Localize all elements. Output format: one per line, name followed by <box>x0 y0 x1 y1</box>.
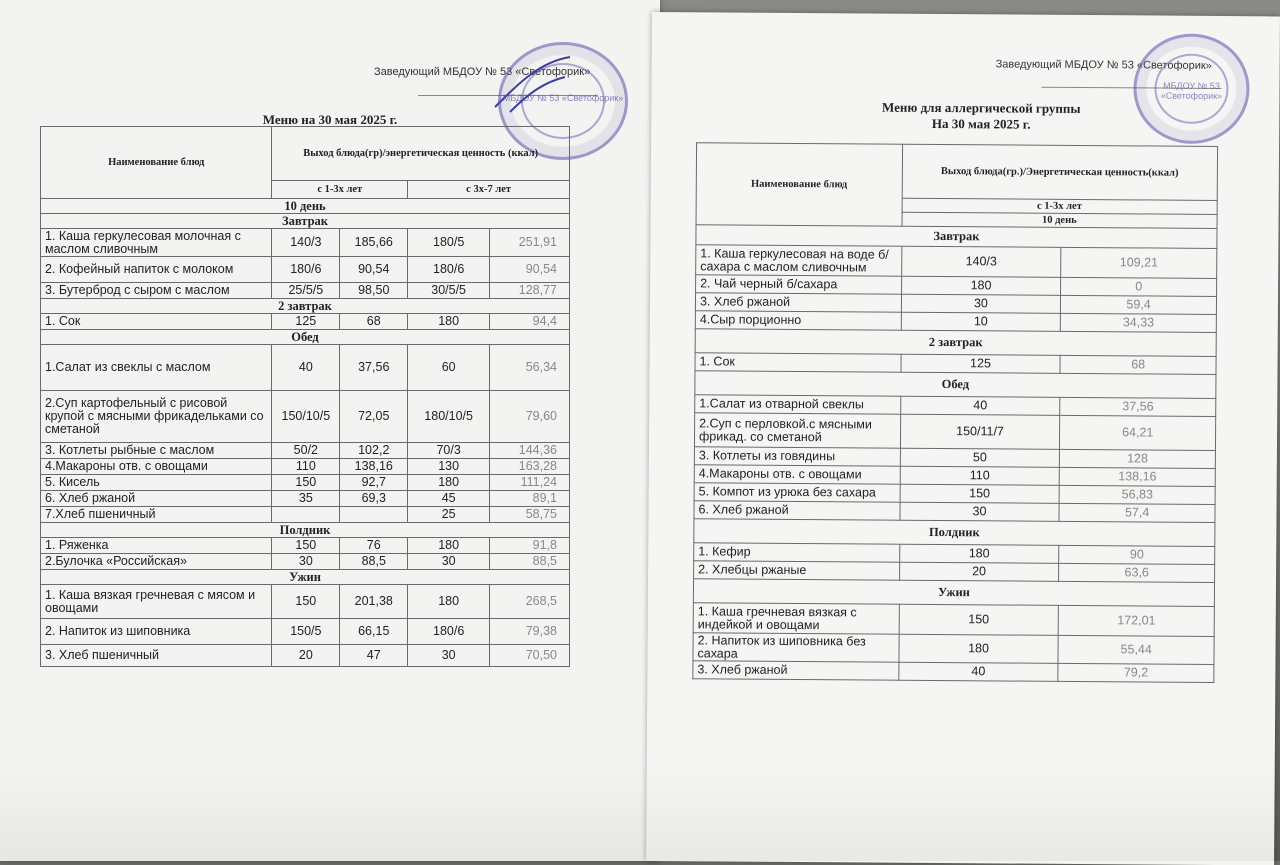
section-row <box>41 214 570 229</box>
portion-1-3: 180/6 <box>272 257 340 283</box>
section-row <box>695 371 1216 399</box>
kcal-3-7: 90,54 <box>490 257 570 283</box>
dish-name: 6. Хлеб ржаной <box>41 491 272 507</box>
kcal: 34,33 <box>1061 313 1217 332</box>
kcal-3-7: 94,4 <box>490 314 570 330</box>
dish-name: 2. Кофейный напиток с молоком <box>41 257 272 283</box>
section-title: Ужин <box>41 570 570 585</box>
dish-name: 1. Каша геркулесовая молочная с маслом сливочным <box>41 229 272 257</box>
dish-name: 1. Каша гречневая вязкая с индейкой и овощами <box>693 603 899 634</box>
dish-name: 3. Хлеб ржаной <box>695 293 901 312</box>
dish-name: 1. Каша геркулесовая на воде б/сахара с маслом сливочным <box>696 245 902 276</box>
portion: 150/11/7 <box>900 414 1060 449</box>
portion: 180 <box>899 634 1059 663</box>
table-row <box>41 443 570 459</box>
portion-1-3: 150 <box>272 538 340 554</box>
portion-1-3: 30 <box>272 554 340 570</box>
portion-3-7: 180 <box>408 585 490 619</box>
portion: 40 <box>898 662 1058 681</box>
portion-3-7: 180 <box>408 475 490 491</box>
portion: 150 <box>900 484 1060 503</box>
kcal-3-7: 111,24 <box>490 475 570 491</box>
dish-name: 4.Макароны отв. с овощами <box>41 459 272 475</box>
dish-name: 1.Салат из свеклы с маслом <box>41 345 272 391</box>
dish-name: 4.Макароны отв. с овощами <box>694 465 900 484</box>
portion-3-7: 25 <box>408 507 490 523</box>
dish-name: 5. Кисель <box>41 475 272 491</box>
section-title: 2 завтрак <box>41 299 570 314</box>
age-header-3-7: с 3х-7 лет <box>408 181 570 199</box>
page-title-line1: Меню для аллергической группы <box>882 99 1081 116</box>
portion-1-3 <box>272 507 340 523</box>
kcal-1-3: 90,54 <box>340 257 408 283</box>
kcal-3-7: 144,36 <box>490 443 570 459</box>
section-title: 2 завтрак <box>695 329 1216 357</box>
kcal: 68 <box>1060 355 1216 374</box>
day-label: 10 день <box>41 199 570 214</box>
table-row <box>41 229 570 257</box>
table-row <box>41 645 570 667</box>
section-title: Ужин <box>693 579 1214 607</box>
kcal: 63,6 <box>1059 563 1215 582</box>
portion-1-3: 40 <box>272 345 340 391</box>
section-row <box>693 579 1214 607</box>
portion: 30 <box>901 294 1061 313</box>
kcal-3-7: 268,5 <box>490 585 570 619</box>
dish-name: 1. Каша вязкая гречневая с мясом и овощами <box>41 585 272 619</box>
section-row <box>41 570 570 585</box>
portion-1-3: 150 <box>272 585 340 619</box>
kcal: 37,56 <box>1060 397 1216 416</box>
column-header-name: Наименование блюд <box>696 143 902 226</box>
dish-name: 1. Ряженка <box>41 538 272 554</box>
menu-table <box>40 126 570 667</box>
portion: 50 <box>900 448 1060 467</box>
kcal-3-7: 89,1 <box>490 491 570 507</box>
dish-name: 2.Суп с перловкой.с мясными фрикад. со сметаной <box>694 413 900 448</box>
section-row <box>694 519 1215 547</box>
kcal-3-7: 163,28 <box>490 459 570 475</box>
column-header-yield: Выход блюда(гр)/энергетическая ценность (ккал) <box>272 127 570 181</box>
right-allergy-menu-sheet <box>646 12 1280 865</box>
kcal: 79,2 <box>1058 663 1214 682</box>
portion: 140/3 <box>901 246 1061 277</box>
section-title: Обед <box>41 330 570 345</box>
portion-3-7: 180 <box>408 314 490 330</box>
portion-1-3: 110 <box>272 459 340 475</box>
portion-3-7: 30 <box>408 645 490 667</box>
kcal: 109,21 <box>1061 247 1217 278</box>
portion-1-3: 35 <box>272 491 340 507</box>
table-row <box>696 245 1217 279</box>
portion-1-3: 20 <box>272 645 340 667</box>
table-row <box>693 661 1214 683</box>
table-row <box>41 345 570 391</box>
portion: 180 <box>899 544 1059 563</box>
kcal-1-3: 37,56 <box>340 345 408 391</box>
portion-3-7: 180/6 <box>408 257 490 283</box>
dish-name: 6. Хлеб ржаной <box>694 501 900 520</box>
dish-name: 2.Суп картофельный с рисовой крупой с мясными фрикадельками со сметаной <box>41 391 272 443</box>
kcal-3-7: 79,60 <box>490 391 570 443</box>
kcal: 55,44 <box>1058 635 1214 664</box>
section-row <box>695 329 1216 357</box>
dish-name: 2. Чай черный б/сахара <box>696 275 902 294</box>
table-row <box>41 283 570 299</box>
kcal-1-3: 102,2 <box>340 443 408 459</box>
table-row <box>41 257 570 283</box>
dish-name: 3. Бутерброд с сыром с маслом <box>41 283 272 299</box>
kcal: 90 <box>1059 545 1215 564</box>
dish-name: 1.Салат из отварной свеклы <box>695 395 901 414</box>
portion: 180 <box>901 276 1061 295</box>
portion-1-3: 125 <box>272 314 340 330</box>
portion: 20 <box>899 562 1059 581</box>
dish-name: 3. Котлеты рыбные с маслом <box>41 443 272 459</box>
portion-3-7: 30 <box>408 554 490 570</box>
kcal-3-7: 56,34 <box>490 345 570 391</box>
kcal-1-3 <box>340 507 408 523</box>
approval-caption: Заведующий МБДОУ № 53 «Светофорик» <box>995 58 1212 72</box>
section-title: Завтрак <box>696 225 1217 249</box>
dish-name: 2. Напиток из шиповника <box>41 619 272 645</box>
kcal-1-3: 92,7 <box>340 475 408 491</box>
approval-caption: Заведующий МБДОУ № 53 «Светофорик» <box>374 66 591 78</box>
portion-1-3: 25/5/5 <box>272 283 340 299</box>
portion-1-3: 140/3 <box>272 229 340 257</box>
column-header-name: Наименование блюд <box>41 127 272 199</box>
portion-3-7: 130 <box>408 459 490 475</box>
portion-3-7: 70/3 <box>408 443 490 459</box>
kcal: 56,83 <box>1059 485 1215 504</box>
section-title: Полдник <box>694 519 1215 547</box>
kcal-1-3: 201,38 <box>340 585 408 619</box>
kcal-3-7: 58,75 <box>490 507 570 523</box>
kcal-3-7: 251,91 <box>490 229 570 257</box>
portion: 40 <box>900 396 1060 415</box>
stamp-icon: МБДОУ № 53 «Светофорик» <box>1133 33 1250 144</box>
kcal: 57,4 <box>1059 503 1215 522</box>
portion-3-7: 180/6 <box>408 619 490 645</box>
dish-name: 2.Булочка «Российская» <box>41 554 272 570</box>
kcal-1-3: 185,66 <box>340 229 408 257</box>
kcal: 172,01 <box>1058 605 1214 636</box>
dish-name: 1. Сок <box>41 314 272 330</box>
table-row <box>41 585 570 619</box>
age-header-1-3: с 1-3х лет <box>902 198 1217 214</box>
dish-name: 5. Компот из урюка без сахара <box>694 483 900 502</box>
dish-name: 1. Кефир <box>694 543 900 562</box>
section-row <box>41 330 570 345</box>
dish-name: 3. Котлеты из говядины <box>694 447 900 466</box>
portion-1-3: 150 <box>272 475 340 491</box>
portion: 150 <box>899 604 1059 635</box>
portion-3-7: 180/10/5 <box>408 391 490 443</box>
kcal-1-3: 76 <box>340 538 408 554</box>
kcal-3-7: 88,5 <box>490 554 570 570</box>
table-row <box>41 475 570 491</box>
section-title: Завтрак <box>41 214 570 229</box>
page-title: Меню на 30 мая 2025 г. <box>262 112 398 127</box>
portion-1-3: 150/5 <box>272 619 340 645</box>
kcal-1-3: 47 <box>340 645 408 667</box>
portion-3-7: 180 <box>408 538 490 554</box>
portion: 30 <box>900 502 1060 521</box>
table-row <box>41 459 570 475</box>
portion: 125 <box>901 354 1061 373</box>
table-row <box>41 619 570 645</box>
kcal-3-7: 70,50 <box>490 645 570 667</box>
table-row <box>693 633 1214 665</box>
page-title-line2: На 30 мая 2025 г. <box>931 115 1031 132</box>
kcal-1-3: 72,05 <box>340 391 408 443</box>
stamp-icon: МБДОУ № 53 «Светофорик» <box>498 42 628 160</box>
dish-name: 2. Напиток из шиповника без сахара <box>693 633 899 662</box>
kcal-3-7: 91,8 <box>490 538 570 554</box>
portion-3-7: 180/5 <box>408 229 490 257</box>
dish-name: 1. Сок <box>695 353 901 372</box>
section-title: Полдник <box>41 523 570 538</box>
portion-3-7: 30/5/5 <box>408 283 490 299</box>
table-row <box>41 507 570 523</box>
kcal: 0 <box>1061 277 1217 296</box>
kcal-1-3: 66,15 <box>340 619 408 645</box>
table-row <box>693 603 1214 637</box>
table-row <box>41 314 570 330</box>
dish-name: 4.Сыр порционно <box>695 311 901 330</box>
age-header-1-3: с 1-3х лет <box>272 181 408 199</box>
portion-3-7: 60 <box>408 345 490 391</box>
dish-name: 3. Хлеб пшеничный <box>41 645 272 667</box>
kcal: 64,21 <box>1060 415 1216 450</box>
allergy-menu-table <box>692 142 1218 683</box>
portion: 10 <box>901 312 1061 331</box>
kcal-1-3: 138,16 <box>340 459 408 475</box>
table-row <box>41 491 570 507</box>
kcal: 128 <box>1060 449 1216 468</box>
portion-1-3: 50/2 <box>272 443 340 459</box>
kcal-3-7: 79,38 <box>490 619 570 645</box>
portion: 110 <box>900 466 1060 485</box>
kcal-1-3: 98,50 <box>340 283 408 299</box>
table-row <box>41 554 570 570</box>
kcal-1-3: 88,5 <box>340 554 408 570</box>
kcal: 138,16 <box>1060 467 1216 486</box>
dish-name: 7.Хлеб пшеничный <box>41 507 272 523</box>
day-label: 10 день <box>902 212 1217 228</box>
kcal: 59,4 <box>1061 295 1217 314</box>
kcal-1-3: 69,3 <box>340 491 408 507</box>
kcal-3-7: 128,77 <box>490 283 570 299</box>
dish-name: 3. Хлеб ржаной <box>693 661 899 680</box>
table-row <box>41 391 570 443</box>
section-row <box>41 299 570 314</box>
dish-name: 2. Хлебцы ржаные <box>694 561 900 580</box>
section-title: Обед <box>695 371 1216 399</box>
table-row <box>41 538 570 554</box>
portion-3-7: 45 <box>408 491 490 507</box>
portion-1-3: 150/10/5 <box>272 391 340 443</box>
section-row <box>41 523 570 538</box>
table-row <box>694 413 1215 451</box>
column-header-yield: Выход блюда(гр.)/Энергетическая ценность(ккал) <box>902 144 1218 200</box>
kcal-1-3: 68 <box>340 314 408 330</box>
